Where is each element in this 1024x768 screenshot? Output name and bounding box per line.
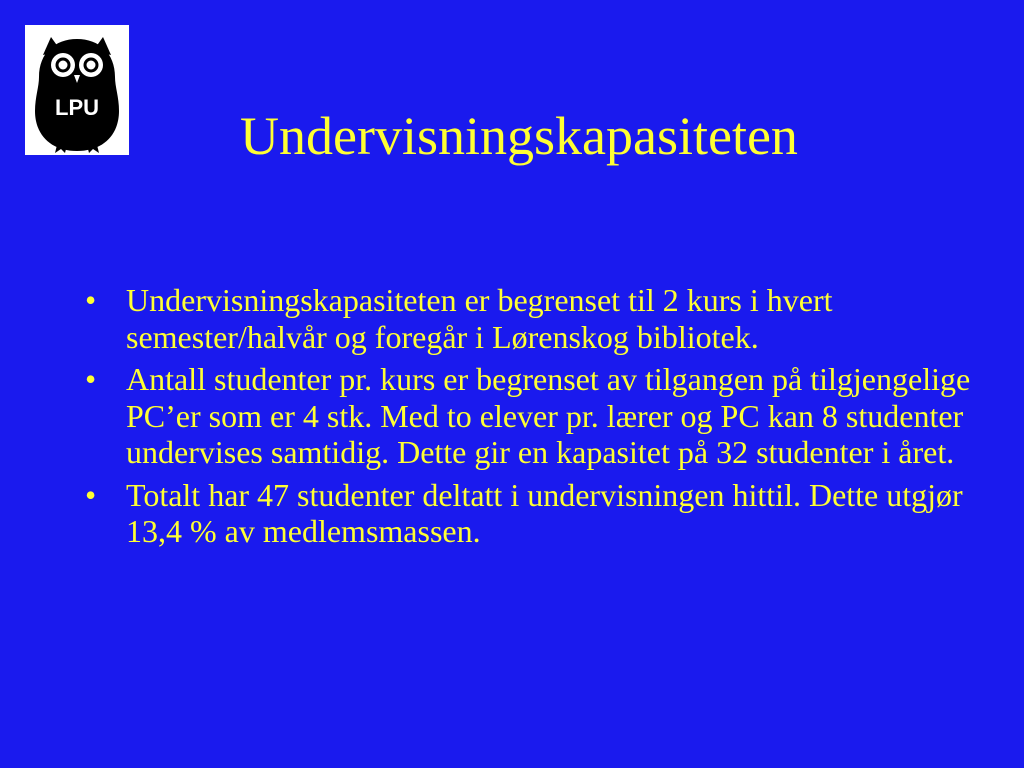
bullet-item [85, 282, 985, 355]
bullet-marker: • [85, 476, 97, 513]
bullet-item [85, 361, 985, 471]
bullet-marker: • [85, 361, 97, 397]
logo-text: LPU [55, 95, 99, 120]
bullet-item [85, 477, 985, 550]
bullet-text: Undervisningskapasiteten er begrenset til 2 kurs i hvert semester/halvår og foregår i Lørenskog bibliotek. [126, 282, 833, 355]
slide-title: Undervisningskapasiteten [240, 106, 798, 166]
bullet-list [85, 282, 985, 556]
bullet-text: Antall studenter pr. kurs er begrenset av tilgangen på tilgjengelige PC’er som er 4 stk. Med to elever pr. lærer og PC kan 8 studenter undervises samtidig. Dette gir en kapasitet på 32 studenter i året. [126, 361, 971, 470]
bullet-marker: • [85, 282, 97, 318]
bullet-text: Totalt har 47 studenter deltatt i undervisningen hittil. Dette utgjør 13,4 % av medlemsmassen. [126, 476, 963, 549]
